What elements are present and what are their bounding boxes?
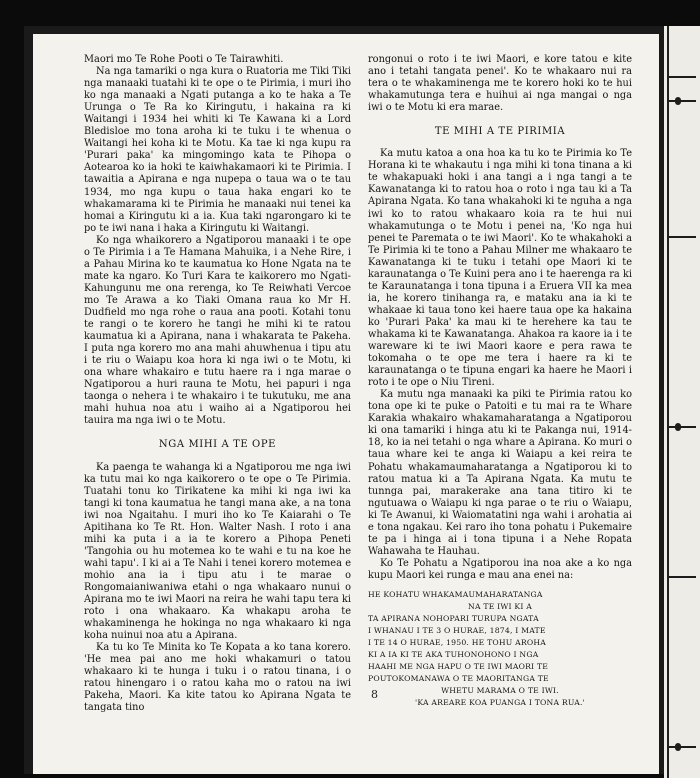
inscription-line: HE KOHATU WHAKAMAUMAHARATANGA [368, 589, 543, 599]
inscription-line: TA APIRANA NOHOPARI TURUPA NGATA [368, 613, 539, 623]
inscription [368, 589, 632, 709]
right-column [368, 54, 632, 709]
binding-edge [667, 26, 669, 778]
inscription-line: 'KA AREARE KOA PUANGA I TONA RUA.' [415, 697, 585, 707]
edge-mark [664, 424, 700, 430]
paragraph: Ka mutu katoa a ona hoa ka tu ko te Pirimia ko Te Horana ki te whakautu i nga mihi ki tona tinana a ki te whakapuaki hoki i ana tangi a i nga tangi a te Kawanatanga ki to ratou hoa o roto i nga tau ki a Ta Apirana Ngata. Ko tana whakahoki ki te nguha a nga iwi ko to ratou whakaaro koia ra te hui nui whakamutunga o te Motu i penei na, 'Ko nga hui penei te Paremata o te iwi Maori'. Ko te whakahoki a Te Pirimia ki te tono a Pahau Milner me whakaaro te Kawanatanga ki te tuku i tetahi ope Maori ki te karaunatanga o Te Kuini pera ano i te haerenga ra ki te Karaunatanga i tona tipuna i a Eruera VII ka mea ia, he korero tinihanga ra, e mataku ana ia ki te whakaae ki taua tono kei haere taua ope ka hakaina ko 'Purari Paka' ka mau ki te herehere ka tau te whakama ki te Kawanatanga. Ahakoa ra kaore ia i te wareware ki te iwi Maori kaore e pera rawa te tokomaha o te ope me tera i haere ra ki te karaunatanga o te tipuna engari ka haere he Maori i roto i te ope o Niu Tireni. [368, 148, 632, 389]
paragraph: Maori mo Te Rohe Pooti o Te Tairawhiti. [84, 54, 284, 65]
paragraph: Ka tu ko Te Minita ko Te Kopata a ko tana korero. 'He mea pai ano me hoki whakamuri o tatou whakaaro ki te hunga i tuku i o ratou tinana, i o ratou hinengaro i o ratou kaha mo o ratou na iwi Pakeha, Maori. Ka kite tatou ko Apirana Ngata te tangata tino [84, 642, 351, 714]
paragraph: Ko Te Pohatu a Ngatiporou ina noa ake a ko nga kupu Maori kei runga e mau ana enei na: [368, 557, 632, 581]
next-page-edge [664, 26, 700, 778]
edge-mark [664, 744, 700, 750]
paragraph: rongonui o roto i te iwi Maori, e kore tatou e kite ano i tetahi tangata penei'. Ko te whakaaro nui ra tera o te whakaminenga me te korero hoki ko te hui whakamutunga tera e huihui ai nga mangai o nga iwi o te Motu ki era marae. [368, 54, 632, 114]
inscription-line: KI A IA KI TE AKA TUHONOHONO I NGA [368, 649, 539, 659]
inscription-line: POUTOKOMANAWA O TE MAORITANGA TE [368, 673, 549, 683]
inscription-line: HAAHI ME NGA HAPU O TE IWI MAORI TE [368, 661, 549, 671]
paragraph: Ka mutu nga manaaki ka piki te Pirimia ratou ko tona ope ki te puke o Patoiti e tu mai ra te Whare Karakia whakairo whakamaharatanga a Ngatiporou ki ona tamariki i hinga atu ki te Pakanga nui, 1914-18, ko ia nei tetahi o nga whare a Apirana. Ko muri o taua whare kei te anga ki Waiapu a kei reira te Pohatu whakamaumaharatanga a Ngatiporou ki to ratou matua ki a Ta Apirana Ngata. Ka mutu te tunnga pai, marakerake ana tana titiro ki te ngutuawa o Waiapu ki nga parae o te riu o Waiapu, ki Te Awanui, ki Waiomatatini nga wahi i arohatia ai e tona ngakau. Kei raro iho tona pohatu i Pukemaire te pa i hinga ai i tona tipuna i a Nehe Ropata Wahawaha te Hauhau. [368, 389, 632, 557]
section-heading: TE MIHI A TE PIRIMIA [434, 126, 566, 138]
section-heading: NGA MIHI A TE OPE [158, 439, 277, 451]
edge-mark [664, 234, 700, 240]
inscription-line: WHETU MARAMA O TE IWI. [441, 685, 559, 695]
edge-mark [664, 98, 700, 104]
paragraph: Na nga tamariki o nga kura o Ruatoria me Tiki Tiki nga manaaki tuatahi ki te ope o te Pirimia, i muri iho ko nga manaaki a Ngati putanga a ko te haka a Te Urunga o Te Ra ko Kiringutu, i hakaina ra ki Waitangi i 1934 hei whiti ki Te Kawana ki a Lord Bledisloe mo tona aroha ki te tuku i te whenua o Waitangi hei koha ki te Motu. Ka tae ki nga kupu ra 'Purari paka' ka mingomingo kata te Pihopa o Aotearoa ko ia hoki te kaiwhakamaori ki te Pirimia. I tawaitia a Apirana e nga nupepa o taua wa o te tau 1934, mo nga kupu o taua haka engari ko te whakamarama ki te Pirimia he manaaki nui tenei ka homai a Kiringutu ki a ia. Kua taki ngarongaro ki te po te iwi nana i haka a Kiringutu ki Waitangi. [84, 66, 351, 234]
edge-mark [664, 574, 700, 580]
paragraph: Ko nga whaikorero a Ngatiporou manaaki i te ope o Te Pirimia i a Te Hamana Mahuika, i a Nehe Rire, i a Pahau Mirina ko te kaumatua ko Hone Ngata na te mate ka ngaro. Ko Turi Kara te kaikorero mo Ngati-Kahungunu me ona rerenga, ko Te Reiwhati Vercoe mo Te Arawa a ko Tiaki Omana raua ko Mr H. Dudfield mo nga rohe o raua ana pooti. Kotahi tonu te rangi o te korero he tangi he mihi ki te ratou kaumatua ki a Apirana, nana i whakarata te Pakeha. I puta nga korero mo ana mahi ahuwhenua i tipu atu i te riu o Waiapu koa hora ki nga iwi o te Motu, ki ona whare whakairo e tutu haere ra i nga marae o Ngatiporou a huri rauna te Motu, hei papuri i nga taonga o nehera i te whakairo i te tukutuku, me ana mahi huhua noa atu i waiho ai a Ngatiporou hei tauira ma nga iwi o te Motu. [84, 234, 351, 427]
page-number: 8 [371, 688, 378, 701]
inscription-line: I TE 14 O HURAE, 1950. HE TOHU AROHA [368, 637, 547, 647]
inscription-line: I WHANAU I TE 3 O HURAE, 1874, I MATE [368, 625, 546, 635]
left-column [84, 54, 351, 714]
edge-mark [664, 74, 700, 80]
inscription-line: NA TE IWI KI A [468, 601, 532, 611]
paragraph: Ka paenga te wahanga ki a Ngatiporou me nga iwi ka tutu mai ko nga kaikorero o te ope o Te Pirimia. Tuatahi tonu ko Tirikatene ka mihi ki nga iwi ka tangi ki tona kaumatua he tangi mana ake, a na tona iwi noa Ngaitahu. I muri iho ko Te Kaiarahi o Te Apitihana ko Te Rt. Hon. Walter Nash. I roto i ana mihi ka puta i a ia te korero a Pihopa Peneti 'Tangohia ou hu motemea ko te wahi e tu na koe he wahi tapu'. I ki ai a Te Nahi i tenei korero motemea e mohio ana ia i tipu atu i te marae o Rongomaianiwaniwa etahi o nga whakaaro nunui o Apirana mo te iwi Maori na reira he wahi tapu tera ki roto i ona whakaaro. Ka whakapu aroha te whakaminenga he hokinga no nga whakaaro ki nga koha nuinui noa atu a Apirana. [84, 461, 351, 642]
